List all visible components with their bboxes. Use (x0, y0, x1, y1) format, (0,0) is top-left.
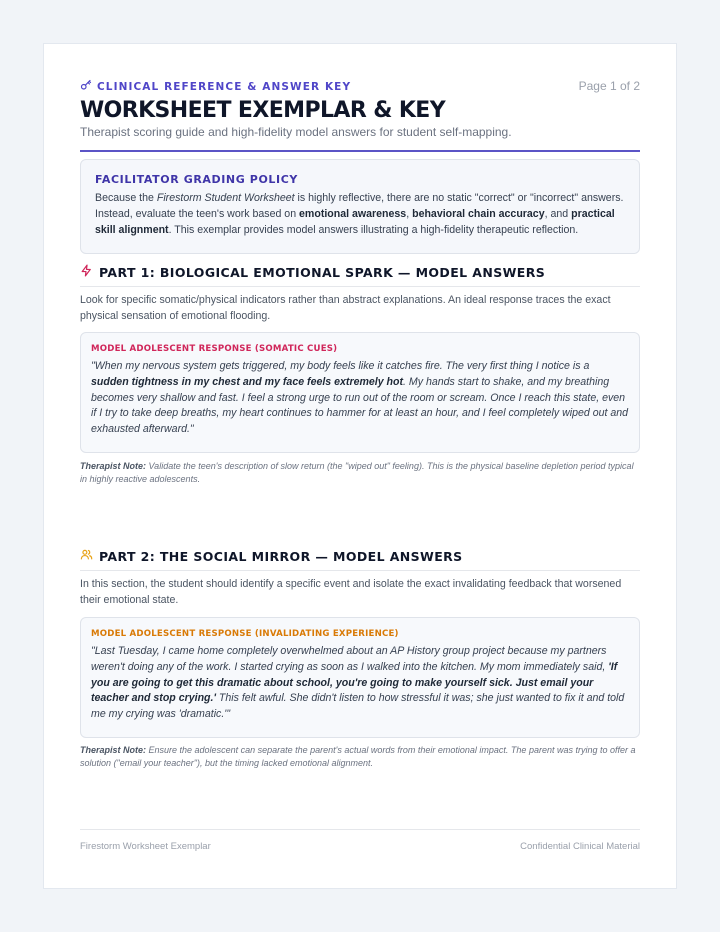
page-subtitle: Therapist scoring guide and high-fidelity model answers for student self-mapping. (80, 125, 512, 139)
grading-policy-box (80, 159, 640, 254)
worksheet-page (43, 43, 677, 889)
header-divider (80, 150, 640, 152)
part2-therapist-note: Therapist Note: Ensure the adolescent can separate the parent's actual words from their emotional impact. The parent was trying to offer a solution ("email your teacher"), but the timing lacked emotional alignment. (80, 745, 636, 768)
part2-model-response (80, 617, 640, 738)
part1-therapist-note: Therapist Note: Validate the teen's description of slow return (the "wiped out" feeling). This is the physical baseline depletion period typical in highly reactive adolescents. (80, 461, 634, 484)
part1-model-response (80, 332, 640, 453)
part1-response-label: MODEL ADOLESCENT RESPONSE (SOMATIC CUES) (91, 344, 338, 354)
part2-heading (80, 546, 640, 566)
users-icon (80, 548, 93, 564)
footer-divider (80, 829, 640, 830)
footer-right: Confidential Clinical Material (520, 841, 640, 852)
lightning-icon (80, 264, 93, 280)
kicker-text: CLINICAL REFERENCE & ANSWER KEY (97, 80, 352, 93)
part1-response-text: "When my nervous system gets triggered, my body feels like it catches fire. The very first thing I notice is a sudden tightness in my chest and my face feels extremely hot. My hands start to shake, and my breathing becomes very shallow and fast. I feel a strong urge to run out of the room or scream. Once I reach this state, even if I try to take deep breaths, my heart continues to hammer for at least an hour, and I feel completely wiped out and exhausted afterward." (91, 360, 629, 436)
policy-text: Because the Firestorm Student Worksheet is highly reflective, there are no static "correct" or "incorrect" answers. Instead, evaluate the teen's work based on emotional awareness, behavioral chain accuracy, and practical skill alignment. This exemplar provides model answers illustrating a high-fidelity therapeutic reflection. (95, 192, 624, 236)
part2-response-label: MODEL ADOLESCENT RESPONSE (INVALIDATING EXPERIENCE) (91, 629, 399, 639)
header-kicker (80, 79, 351, 94)
key-icon (80, 79, 92, 94)
part1-title: PART 1: BIOLOGICAL EMOTIONAL SPARK — MODEL ANSWERS (99, 264, 546, 280)
part2-divider (80, 570, 640, 571)
page-number: Page 1 of 2 (578, 79, 640, 93)
part2-response-text: "Last Tuesday, I came home completely overwhelmed about an AP History group project because my partners weren't doing any of the work. I started crying as soon as I walked into the kitchen. My mom immediately said, 'If you are going to get this dramatic about school, you're going to make yourself sick. Just email your teacher and stop crying.' This felt awful. She didn't listen to how stressful it was; she just wanted to fix it and told me my crying was 'dramatic.'" (91, 645, 625, 721)
page-title: WORKSHEET EXEMPLAR & KEY (80, 98, 446, 123)
footer-left: Firestorm Worksheet Exemplar (80, 841, 211, 852)
header-row (80, 79, 640, 93)
part2-title: PART 2: THE SOCIAL MIRROR — MODEL ANSWERS (99, 548, 463, 564)
part1-intro: Look for specific somatic/physical indicators rather than abstract explanations. An ideal response traces the exact physical sensation of emotional flooding. (80, 294, 611, 322)
policy-heading: FACILITATOR GRADING POLICY (95, 173, 298, 186)
part1-divider (80, 286, 640, 287)
part2-intro: In this section, the student should identify a specific event and isolate the exact invalidating feedback that worsened their emotional state. (80, 578, 622, 606)
part1-heading (80, 262, 640, 282)
